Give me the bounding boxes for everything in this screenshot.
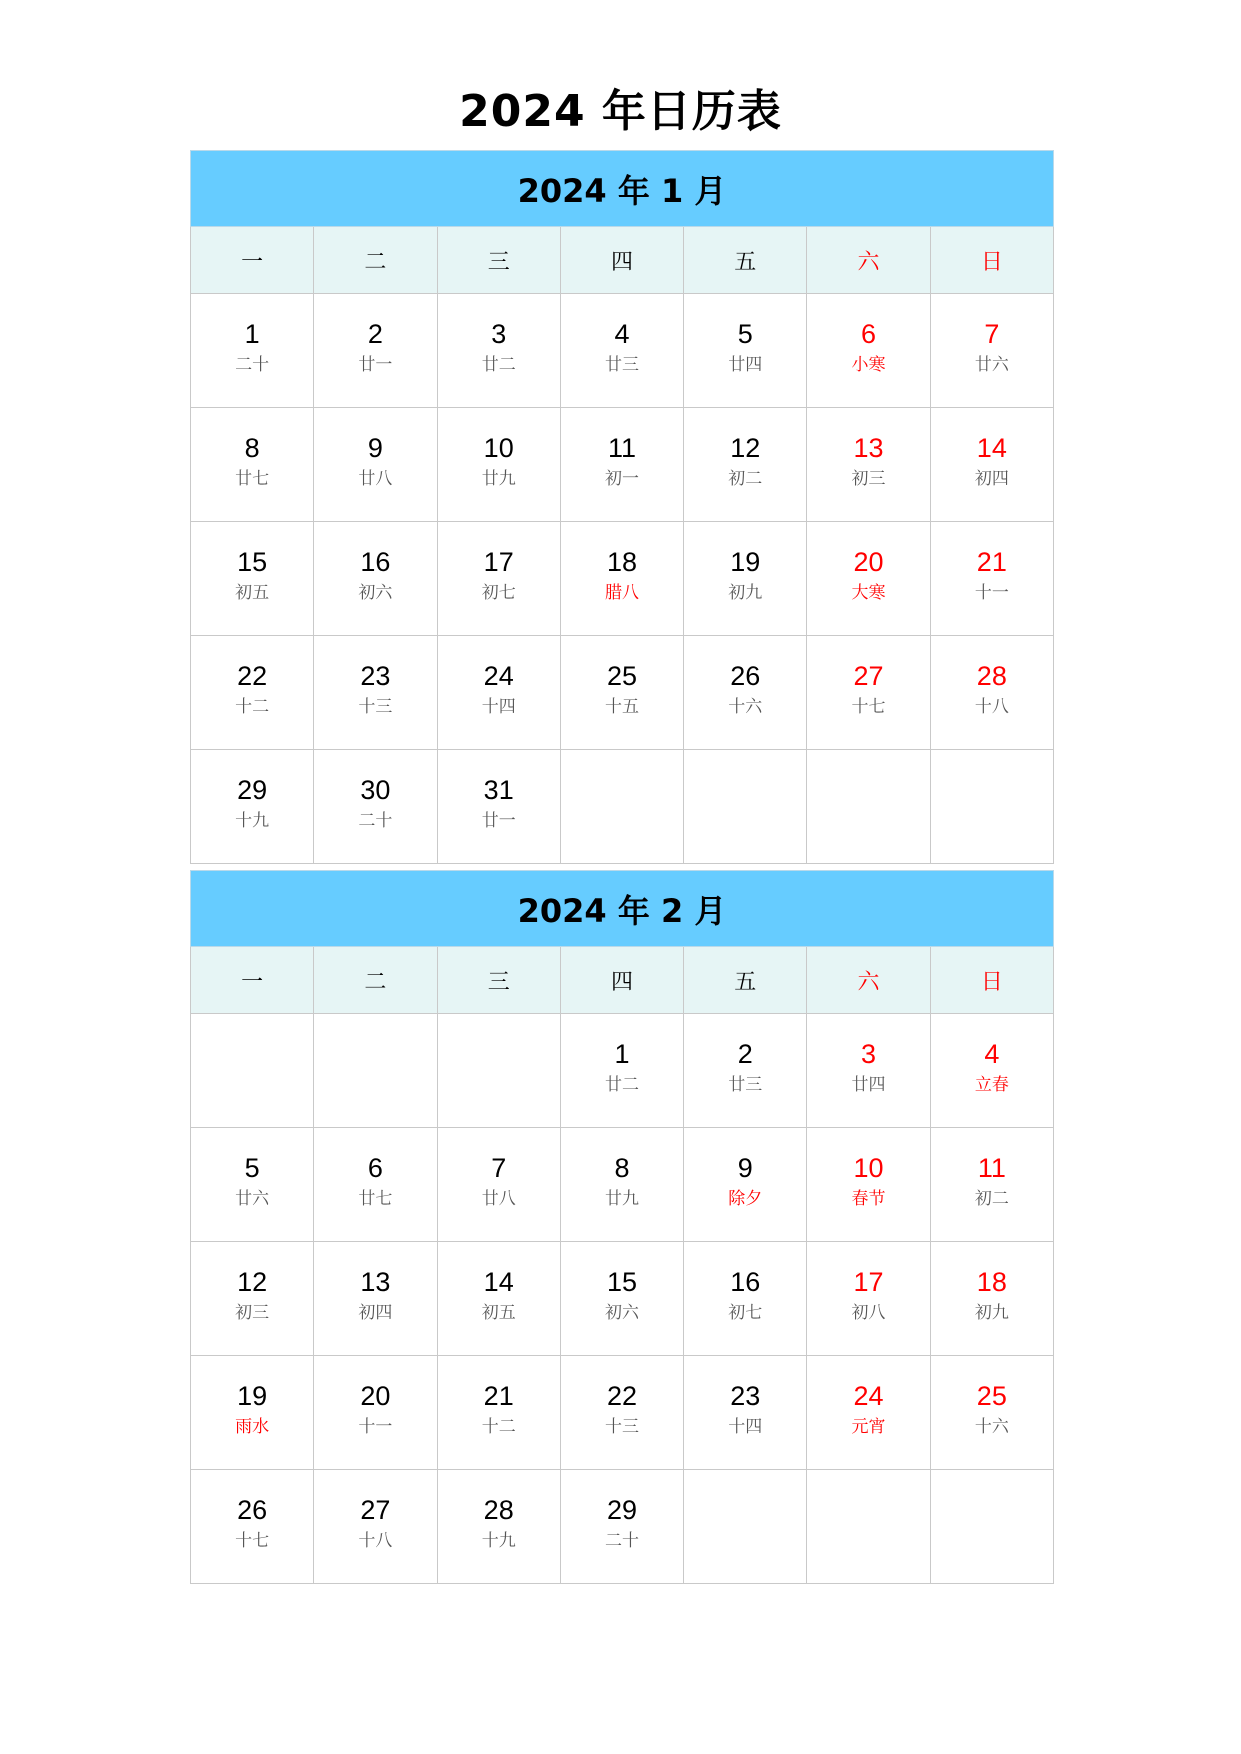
week-row	[190, 1128, 1054, 1242]
lunar-date: 廿一	[358, 355, 393, 375]
weekday-fri: 五	[684, 227, 807, 294]
day-cell	[314, 1356, 437, 1470]
day-number: 1	[614, 1039, 630, 1069]
day-number: 5	[737, 319, 753, 349]
day-number: 3	[861, 1039, 877, 1069]
day-cell	[931, 408, 1054, 522]
lunar-date: 廿四	[728, 355, 763, 375]
day-number: 21	[483, 1381, 514, 1411]
day-number: 17	[483, 547, 514, 577]
lunar-date: 初七	[481, 583, 516, 603]
day-cell	[190, 636, 314, 750]
week-row	[190, 1242, 1054, 1356]
empty-day-cell	[190, 1014, 314, 1128]
day-number: 2	[737, 1039, 753, 1069]
day-number: 5	[244, 1153, 260, 1183]
day-cell	[684, 1242, 807, 1356]
day-cell	[807, 408, 930, 522]
lunar-date: 廿四	[851, 1075, 886, 1095]
lunar-date: 初九	[974, 1303, 1009, 1323]
day-number: 12	[237, 1267, 268, 1297]
day-cell	[561, 294, 684, 408]
day-number: 15	[237, 547, 268, 577]
day-number: 20	[853, 547, 884, 577]
day-number: 17	[853, 1267, 884, 1297]
day-number: 3	[491, 319, 507, 349]
lunar-date: 廿一	[481, 811, 516, 831]
empty-day-cell	[438, 1014, 561, 1128]
day-cell	[438, 522, 561, 636]
weekday-sun: 日	[931, 947, 1054, 1014]
day-cell	[807, 1242, 930, 1356]
day-cell	[684, 408, 807, 522]
weeks-grid	[190, 294, 1054, 864]
day-cell	[190, 408, 314, 522]
weeks-grid	[190, 1014, 1054, 1584]
day-number: 1	[244, 319, 260, 349]
lunar-date: 廿三	[728, 1075, 763, 1095]
lunar-date: 十九	[235, 811, 270, 831]
lunar-date: 十二	[481, 1417, 516, 1437]
day-number: 10	[853, 1153, 884, 1183]
lunar-date: 二十	[235, 355, 270, 375]
day-cell	[561, 1242, 684, 1356]
lunar-date: 廿八	[481, 1189, 516, 1209]
lunar-date: 雨水	[235, 1417, 270, 1437]
day-cell	[807, 1128, 930, 1242]
day-number: 29	[237, 775, 268, 805]
day-cell	[190, 1470, 314, 1584]
lunar-date: 初五	[235, 583, 270, 603]
weekday-sat: 六	[807, 227, 930, 294]
lunar-date: 十六	[728, 697, 763, 717]
empty-day-cell	[931, 1470, 1054, 1584]
lunar-date: 二十	[604, 1531, 639, 1551]
week-row	[190, 1470, 1054, 1584]
lunar-date: 小寒	[851, 355, 886, 375]
day-number: 23	[730, 1381, 761, 1411]
day-cell	[190, 1356, 314, 1470]
day-cell	[438, 636, 561, 750]
day-cell	[314, 522, 437, 636]
lunar-date: 廿七	[235, 469, 270, 489]
day-number: 20	[360, 1381, 391, 1411]
lunar-date: 廿六	[974, 355, 1009, 375]
day-cell	[438, 294, 561, 408]
lunar-date: 初九	[728, 583, 763, 603]
day-cell	[561, 408, 684, 522]
day-number: 23	[360, 661, 391, 691]
day-number: 9	[737, 1153, 753, 1183]
lunar-date: 初二	[974, 1189, 1009, 1209]
day-cell	[438, 1470, 561, 1584]
week-row	[190, 294, 1054, 408]
day-number: 16	[360, 547, 391, 577]
weekday-fri: 五	[684, 947, 807, 1014]
empty-day-cell	[807, 750, 930, 864]
month-header: 2024 年 1 月	[190, 150, 1054, 227]
weekday-header-row	[190, 227, 1054, 294]
lunar-date: 廿八	[358, 469, 393, 489]
day-number: 24	[483, 661, 514, 691]
weekday-mon: 一	[190, 227, 314, 294]
weekday-sun: 日	[931, 227, 1054, 294]
day-cell	[931, 1128, 1054, 1242]
lunar-date: 廿九	[481, 469, 516, 489]
empty-day-cell	[931, 750, 1054, 864]
weekday-header-row	[190, 947, 1054, 1014]
lunar-date: 十七	[851, 697, 886, 717]
day-number: 19	[730, 547, 761, 577]
day-cell	[314, 1470, 437, 1584]
weekday-wed: 三	[438, 227, 561, 294]
weekday-tue: 二	[314, 947, 437, 1014]
day-cell	[190, 522, 314, 636]
day-cell	[438, 1128, 561, 1242]
day-number: 11	[607, 433, 636, 463]
day-cell	[684, 1014, 807, 1128]
lunar-date: 十五	[604, 697, 639, 717]
lunar-date: 初三	[851, 469, 886, 489]
day-cell	[807, 294, 930, 408]
page-title: 2024 年日历表	[459, 86, 782, 137]
day-cell	[190, 1242, 314, 1356]
week-row	[190, 750, 1054, 864]
day-number: 9	[367, 433, 383, 463]
day-number: 7	[984, 319, 1000, 349]
day-cell	[807, 636, 930, 750]
day-cell	[684, 294, 807, 408]
day-cell	[807, 1014, 930, 1128]
lunar-date: 初三	[235, 1303, 270, 1323]
lunar-date: 立春	[974, 1075, 1009, 1095]
day-number: 24	[853, 1381, 884, 1411]
weekday-mon: 一	[190, 947, 314, 1014]
day-number: 16	[730, 1267, 761, 1297]
week-row	[190, 1356, 1054, 1470]
day-cell	[931, 1356, 1054, 1470]
day-cell	[931, 294, 1054, 408]
day-cell	[561, 1356, 684, 1470]
lunar-date: 初四	[974, 469, 1009, 489]
day-cell	[314, 1128, 437, 1242]
lunar-date: 十二	[235, 697, 270, 717]
weekday-sat: 六	[807, 947, 930, 1014]
week-row	[190, 1014, 1054, 1128]
day-cell	[438, 750, 561, 864]
day-number: 30	[360, 775, 391, 805]
day-cell	[314, 750, 437, 864]
day-cell	[561, 522, 684, 636]
lunar-date: 廿二	[604, 1075, 639, 1095]
day-number: 22	[237, 661, 268, 691]
lunar-date: 初四	[358, 1303, 393, 1323]
lunar-date: 十三	[604, 1417, 639, 1437]
lunar-date: 十一	[974, 583, 1009, 603]
day-number: 12	[730, 433, 761, 463]
day-cell	[561, 1014, 684, 1128]
day-number: 28	[976, 661, 1007, 691]
day-cell	[561, 1128, 684, 1242]
month-header: 2024 年 2 月	[190, 870, 1054, 947]
lunar-date: 初六	[358, 583, 393, 603]
day-number: 18	[606, 547, 637, 577]
day-number: 14	[976, 433, 1007, 463]
lunar-date: 腊八	[604, 583, 639, 603]
lunar-date: 初一	[604, 469, 639, 489]
lunar-date: 十四	[481, 697, 516, 717]
day-cell	[438, 408, 561, 522]
day-number: 13	[360, 1267, 391, 1297]
lunar-date: 十九	[481, 1531, 516, 1551]
lunar-date: 廿三	[604, 355, 639, 375]
day-cell	[561, 636, 684, 750]
day-cell	[314, 408, 437, 522]
lunar-date: 初七	[728, 1303, 763, 1323]
lunar-date: 十四	[728, 1417, 763, 1437]
day-cell	[807, 522, 930, 636]
day-cell	[438, 1356, 561, 1470]
day-cell	[314, 636, 437, 750]
day-number: 14	[483, 1267, 514, 1297]
weekday-thu: 四	[561, 947, 684, 1014]
weekday-wed: 三	[438, 947, 561, 1014]
day-cell	[931, 636, 1054, 750]
day-cell	[684, 1128, 807, 1242]
day-number: 6	[861, 319, 877, 349]
day-number: 15	[606, 1267, 637, 1297]
lunar-date: 十六	[974, 1417, 1009, 1437]
day-number: 8	[244, 433, 260, 463]
week-row	[190, 522, 1054, 636]
empty-day-cell	[807, 1470, 930, 1584]
lunar-date: 廿二	[481, 355, 516, 375]
empty-day-cell	[314, 1014, 437, 1128]
day-number: 6	[367, 1153, 383, 1183]
day-number: 26	[730, 661, 761, 691]
day-cell	[438, 1242, 561, 1356]
day-number: 31	[483, 775, 514, 805]
day-cell	[314, 294, 437, 408]
day-number: 25	[606, 661, 637, 691]
lunar-date: 初六	[604, 1303, 639, 1323]
day-cell	[931, 1242, 1054, 1356]
week-row	[190, 636, 1054, 750]
day-number: 8	[614, 1153, 630, 1183]
day-number: 29	[606, 1495, 637, 1525]
day-cell	[684, 522, 807, 636]
lunar-date: 初二	[728, 469, 763, 489]
lunar-date: 十三	[358, 697, 393, 717]
empty-day-cell	[684, 750, 807, 864]
day-number: 7	[491, 1153, 507, 1183]
weekday-thu: 四	[561, 227, 684, 294]
weekday-tue: 二	[314, 227, 437, 294]
lunar-date: 十八	[974, 697, 1009, 717]
day-number: 22	[606, 1381, 637, 1411]
day-cell	[190, 1128, 314, 1242]
lunar-date: 春节	[851, 1189, 886, 1209]
month-calendar-february	[190, 870, 1054, 1584]
week-row	[190, 408, 1054, 522]
day-cell	[190, 750, 314, 864]
day-number: 28	[483, 1495, 514, 1525]
lunar-date: 廿九	[604, 1189, 639, 1209]
day-number: 13	[853, 433, 884, 463]
day-cell	[807, 1356, 930, 1470]
day-number: 27	[360, 1495, 391, 1525]
day-number: 10	[483, 433, 514, 463]
day-number: 19	[237, 1381, 268, 1411]
lunar-date: 二十	[358, 811, 393, 831]
day-number: 27	[853, 661, 884, 691]
day-number: 11	[977, 1153, 1006, 1183]
day-cell	[684, 1356, 807, 1470]
day-number: 21	[976, 547, 1007, 577]
day-number: 25	[976, 1381, 1007, 1411]
lunar-date: 十七	[235, 1531, 270, 1551]
day-number: 4	[614, 319, 630, 349]
day-cell	[190, 294, 314, 408]
day-number: 18	[976, 1267, 1007, 1297]
lunar-date: 初五	[481, 1303, 516, 1323]
day-number: 2	[367, 319, 383, 349]
lunar-date: 除夕	[728, 1189, 763, 1209]
lunar-date: 元宵	[851, 1417, 886, 1437]
lunar-date: 十一	[358, 1417, 393, 1437]
day-number: 4	[984, 1039, 1000, 1069]
day-cell	[931, 522, 1054, 636]
lunar-date: 大寒	[851, 583, 886, 603]
lunar-date: 廿六	[235, 1189, 270, 1209]
day-number: 26	[237, 1495, 268, 1525]
lunar-date: 十八	[358, 1531, 393, 1551]
day-cell	[931, 1014, 1054, 1128]
month-calendar-january	[190, 150, 1054, 864]
day-cell	[314, 1242, 437, 1356]
empty-day-cell	[684, 1470, 807, 1584]
empty-day-cell	[561, 750, 684, 864]
day-cell	[561, 1470, 684, 1584]
lunar-date: 初八	[851, 1303, 886, 1323]
lunar-date: 廿七	[358, 1189, 393, 1209]
day-cell	[684, 636, 807, 750]
